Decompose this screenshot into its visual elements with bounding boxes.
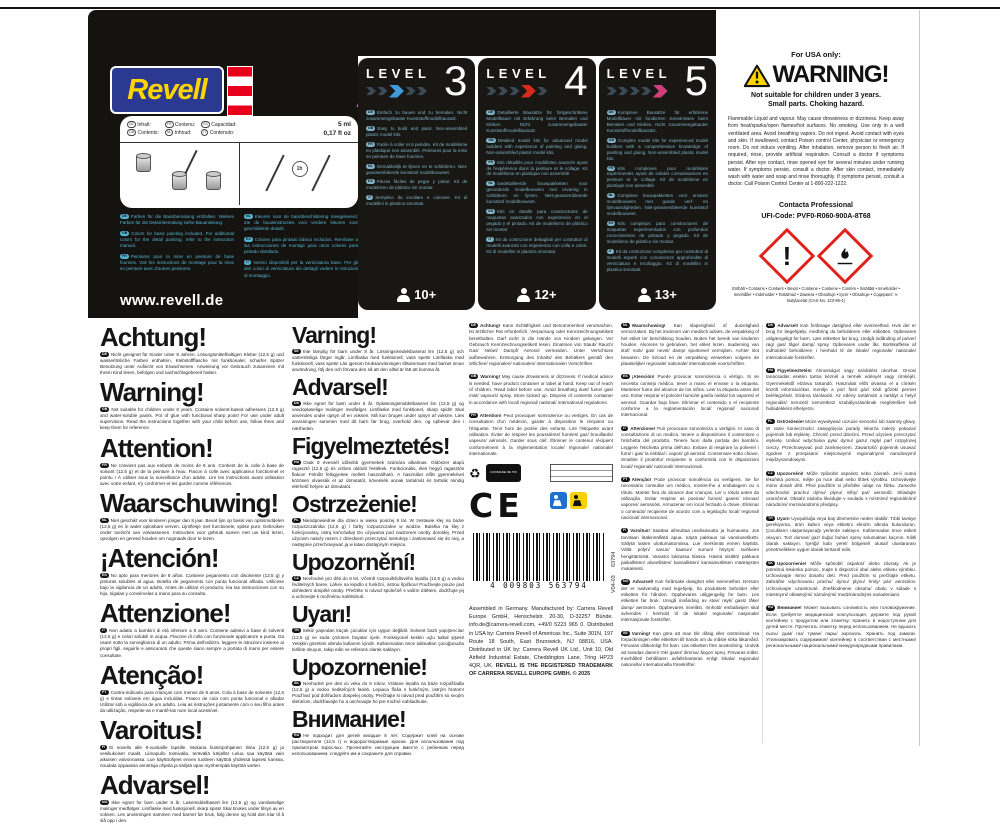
lang-badge: PT [102,689,107,694]
paragraph-text: Kleuren voor de basisbeschildering meegeleverd. Zie de bouwinstructies voor verdere kleuren voor geschilderde details. [244,214,358,232]
lang-paragraph: DE Achtung! Kann Schläfrigkeit und Benommenheit verursachen. Ist ärztlicher Rat erforderlich, Verpackung oder Kennzeichnungsetikett bereithalten. Darf nicht in die Hände von Kindern gelangen. Vor Gebrauch Kennzeichnungsetikett lesen. Einatmen von Staub/ Rauch/ Gas/ Nebel/ Dampf/ Aerosol vermeiden. Unter Verschluss aufbewahren. Entsorgung des Inhalts/ des Behälters gemäß den örtlichen/ regionalen/ nationalen/ internationalen Vorschriften. [469,323,613,366]
lang-badge: FR [368,141,373,146]
lang-paragraph: FR Facile à coller et à peindre. Kit de modélisme en plastique non assemblé. Peintures pour la mise en peinture de base fournies. [366,141,468,159]
lang-badge: NO [102,800,108,805]
level-header [486,57,588,108]
level-number: 3 [443,57,468,104]
lang-badge: NL [623,323,628,327]
content-info-box [120,116,358,208]
lang-paragraph: ES Piezas fáciles de pegar y pintar. Kit de modelismo de plástico sin montar. [366,179,468,191]
revell-logo-text: Revell [127,73,207,106]
lang-badge: SE [623,630,628,635]
lang-badge: ES [608,221,614,225]
side-code-top: 63794 [611,551,617,568]
contact-label: Contacta Professional [779,201,853,209]
level-header [366,57,468,108]
barcode [469,531,617,594]
lang-badge: FR [608,165,614,170]
lang-paragraph: FI Varoitus! Saattaa aiheuttaa uneliaisuutta ja huimausta. Jos tarvitaan lääkinnällistä apua, näytä pakkaus tai varoitusetiketti. Säilytä lasten ulottumattomissa. Lue merkinnät ennen käyttöä. Vältä pölyn/ savun/ kaasun/ sumun/ höyryn/ suihkeen hengittämistä. Varastoi lukitussa tilassa. Hävitä sisältö/ pakkaus paikallisten/ alueellisten/ kansallisten/ kansainvälisten määräysten mukaisesti. [621,528,760,572]
ufi-code: UFI-Code: PVF0-R060-900A-8T68 [761,212,871,220]
website-url: www.revell.de [120,292,224,309]
lang-badge: SK [294,680,299,685]
lang-badge: DE [471,323,476,327]
paragraph-text: Farben für die Basisbemalung enthalten. Weitere Farben für die Detail-Bemalung siehe Bauanleitung. [120,214,234,226]
level-word: LEVEL [606,66,672,81]
lang-paragraph: DE Einfach zu bauen und zu bemalen. Nicht zusammengebauter Kunststoffmodellbausatz. [366,110,468,121]
lang-paragraph: NL Gemakkelijk te lijmen en te schilderen. Niet-geassembleerde kunststof modelbouwset. [366,163,468,175]
lang-badge: DE [488,110,494,114]
lang-badge: GB [122,231,128,236]
lang-badge: ES [102,573,107,577]
paragraph-text: Colores para pintado básico incluidos. Remítase a las instrucciones de montaje para otros colores para pintado detallado. [244,237,358,255]
manufacturer-block [469,605,613,678]
packaging-info-label [550,464,613,482]
paragraph-text: Peintures pour la mise en peinture de base fournies. Voir les instructions de montage pour la mise en peinture avec d'autres peintures. [120,254,234,272]
lang-paragraph: TR Uyarı! Uyuşukluğa veya baş dönmesine neden olabilir. Tıbbi tavsiye gerekiyorsa, ürün kabını veya etiketini elinizin altında bulundurun. Çocukların ulaşamayacağı yerlerde saklayın. Kullanmadan önce etiketi okuyun. Toz/ duman/ gaz/ buğu/ buhar/ sprey solumaktan kaçının. Kilitli olarak saklayın. İçeriği/ kabı yerel/ bölgesel/ ulusal/ uluslararası yönetmeliklere uygun olarak bertaraf edin. [766,515,916,553]
level-word: LEVEL [486,66,551,81]
warning-heading: Внимание! [292,705,406,732]
lang-paragraph: SE Inte lämplig för barn under 8 år. Lösningsmedelsbaserat lim (12,5 g) och vattenlösliga färger ingår. Limflaska med funktionell, vass spets! Limflaska med funktionell, vass spets! Läs igenom bruksanvisningen tillsammans med barnet innan användning, följ den och förvara den så att den alltid är lätt att komma åt. [292,349,464,373]
lang-paragraph: FR Kits détaillés pour modélistes avancés ayant de l'expérience dans la peinture et le collage. Kit de modélisme en plastique non assemblé. [486,159,588,177]
level-number: 5 [684,57,708,104]
content-info-header [120,116,358,143]
warning-heading: Varoitus! [100,714,203,745]
lang-paragraph: TR Sekiz yaşından küçük çocuklar için uygun değildir. Solvent bazlı yapıştırıcılar (12,5 g) ve suda çözünen boyalar içerir. Fonksiyonel keskin uçlu tutkal şişesi! Yetişkin gözetimi altında kullanım içindir. Kullanmadan önce talimatları çocuğunuzla birlikte okuyun, takip edin ve referans olarak saklayın. [292,628,464,652]
lang-badge: IT [102,628,106,633]
paragraph-text: Colors for basic painting included. For additional colors for the detail painting, refer to the instruction manual. [120,231,234,249]
lang-badge: SE [294,349,299,353]
lang-badge: NL [488,181,494,186]
lang-paragraph: FR Ne convient pas aux enfants de moins de 8 ans. Contient de la colle à base de solvant (12,5 g) et de la peinture à l'eau. Flacon à colle avec applicateur fonctionnel et pointu ! À utiliser sous la surveillance d'un adulte. Lire les instructions avant utilisation avec votre enfant, s'y conformer et les garder comme références. [100,462,284,486]
barcode-digits: 4 009803 563794 [490,581,588,591]
lang-badge: IT [368,195,372,200]
lang-paragraph: HU Figyelmeztetés! Álmosságot vagy szédülést okozhat. Orvosi tanácsadás esetén tartsa kéznél a termék edényét vagy címkéjét. Gyermekektől elzárva tartandó. Használat előtt olvassa el a címkén közölt információkat. Kerülje a por/ füst/ gáz/ köd/ gőzök/ permet belélegzését. Elzárva tárolandó. Az edény tartalmát/ a tartályt a helyi/ regionális/ nemzeti/ nemzetközi szabályozásoknak megfelelően kell hulladékként elhelyezni. [766,367,917,411]
warning-heading: Figyelmeztetés! [292,432,450,459]
sorting-info-label: CONSIGNE DE TRI [486,464,521,482]
lang-badge: DE [122,214,127,218]
lang-paragraph: GB Easy to build and paint. Non-assembled plastic model kits. [366,125,468,137]
lang-badge: NL [165,129,173,136]
lang-paragraph: PT Contra-indicado para crianças com menos de 8 anos. Cola à base de solvente (12,5 g) e tintas solúveis em água incluídas. Frasco de cola com ponta funcional e afiada! Utilizar sob a vigilância de um adulto. Leia as instruções juntamente com o seu filho antes da utilização, respeite-as e mantê-las num local acessível. [100,689,284,713]
lang-paragraph: FI Ei sovellu alle 8-vuotiaille lapsille. Mukana liuotinpohjainen liima (12,5 g) ja vesiliukoiset maalit. Liimapullo toimivalla, terävällä kärjellä! Lelua saa käyttää vain aikuisen valvonnassa. Lue käyttöohjeet ennen tuotteen käyttöä yhdessä lapsesi kanssa, noudata oppaassa annettuja ohjeita ja säilytä opas myöhempää käyttöä varten. [100,744,284,768]
lang-badge: IT [623,425,627,430]
brush-icon [311,155,330,192]
lang-badge: DE [102,352,107,356]
lang-badge: HU [768,367,774,372]
hazard-column-3 [469,323,617,678]
lang-paragraph: IT Non adatto a bambini di età inferiore a 8 anni. Contiene adesivi a base di solventi (12,5 g) e colori solubili in acqua. Flacone di colla con funzionale applicatore a punta. Da usare sotto la sorveglianza di un adulto. Prima dell'utilizzo, leggere le istruzioni insieme ai propri figli, seguirle e assicurarsi che queste siano sempre a portata di mano per essere consultate. [100,628,284,658]
lang-badge: FI [102,744,106,749]
lang-paragraph: PL Nieodpowiednie dla dzieci w wieku poniżej 8 lat. W zestawie klej na bazie rozpuszczalnika (12,5 g) i farby rozpuszczalne w wodzie. Butelka na klej z funkcjonalną, ostrą końcówką! Do używania pod nadzorem osoby dorosłej. Przed użyciem należy razem z dzieckiem przeczytać instrukcję i zastosować się do niej, a następnie przechowywać ją w łatwo dostępnym miejscu. [292,517,464,548]
lang-paragraph: PL Ostrzeżenie! Może wywoływać uczucie senności lub zawroty głowy. W razie konieczności zasięgnięcia porady lekarza należy pokazać pojemnik lub etykietę. Chronić przed dziećmi. Przed użyciem przeczytać etykietę. Unikać wdychania pyłu/ dymu/ gazu/ mgły/ par/ rozpylonej cieczy. Przechowywać pod zamknięciem. Zawartość/ pojemnik usuwać zgodnie z przepisami miejscowymi/ regionalnymi/ narodowymi/ międzynarodowymi. [766,419,916,463]
contains-statement: Enthält • Contains • Contient • Bevat • Contiene • Contiene • Contém • Sisältää • Inneholder • Innehåller • Indeholder • Tartalmaz • Zawiera • Obsahuje • İçerir • Obsahuje • Содержит: n-Butylacetat (CAS-No. 123-86-4) [732,286,900,304]
person-icon [638,288,651,302]
paint-pot-icon [172,173,187,190]
age-recommendation [478,287,595,302]
lang-badge: TR [768,515,773,520]
lang-badge: IT [201,129,208,136]
lang-badge: NO [623,579,629,584]
level-header [606,57,708,108]
lang-badge: FI [623,528,627,533]
lang-badge: IT [608,248,612,253]
warnings-column-2 [292,321,464,760]
age-label: 12+ [534,287,557,302]
warning-heading: Upozornenie! [292,653,427,680]
age-recommendation [599,287,716,302]
warning-heading: Attenzione! [100,598,231,629]
stir-stick-icon [184,150,197,174]
top-fold-line [0,7,1000,9]
warning-heading: Atenção! [100,659,204,690]
paint-pot-icon [136,155,151,172]
warning-heading: ¡Atención! [100,543,219,573]
warning-heading: Attention! [100,432,213,463]
lang-paragraph: FR Kits complexes pour modélistes expérimentés ayant de solides connaissances en peinture et le collage. Kit de modélisme en plastique non assemblé. [606,165,708,189]
lang-badge: ES [246,237,251,242]
lang-paragraph: PT Atenção! Pode provocar sonolência ou vertigens. Se for necessário consultar um médico, mostre-lhe a embalagem ou o rótulo. Manter fora do alcance das crianças. Ler o rótulo antes da utilização. Evitar respirar as poeiras/ fumos/ gases/ névoas/ vapores/ aerossóis. Armazenar em local fechado à chave. Eliminar o conteúdo/ recipiente de acordo com a legislação local/ regional/ nacional/ internacional. [621,476,759,520]
warning-heading: Advarsel! [292,374,388,401]
warning-headline [728,61,904,89]
content-label-pair: ES Capacidad: IT Contenuto: [203,121,237,137]
lang-badge: TR [294,628,299,633]
lang-badge: NL [368,163,373,168]
lang-badge: SK [768,560,773,565]
content-label-pair: DE Inhalt: GB Contents: [129,121,159,137]
lang-paragraph: ES Kits complejos para constructores de maquetas experimentados con profundos conocimientos de pintado y pegado. Kit de modelismo de plástico sin montar. [606,221,708,244]
recycling-icon-row [469,464,613,482]
recycling-bin-icons [550,492,587,509]
usa-warning-body: Flammable Liquid and vapour. May cause drowsiness or dizziness. Keep away from heat/sparks/open flames/hot surfaces. No smoking. Use only in a well ventilated area. Avoid breathing vapors. Do not ingest. Avoid contact with eyes and skin. If swallowed, contact Poison control Center, physician or emergency room. Do not induce vomiting. After inhalation, remove person to fresh air. If required, rinse, provide artificial respiration. Consult a doctor if symptoms persist. After eye contact, rinse opened eye for several minutes under running water. If symptoms persist, consult a doctor. After skin contact, immediately wash with water and soap and rinse thoroughly. If symptoms persist, consult a doctor. Call Poison Control Center at 1-800-222-1222. [728,116,904,188]
lang-paragraph: NL Waarschuwing! Kan slaperigheid of duizeligheid veroorzaken. Bij het inwinnen van medisch advies, de verpakking of het etiket ter beschikking houden. Buiten het bereik van kinderen houden. Alvorens te gebruiken, het etiket lezen. Inademing van stof/ rook/ gas/ nevel/ damp/ spuitnevel vermijden. Achter slot bewaren. De inhoud en de verpakking verwerken volgens de plaatselijke/ regionale/ nationale/ internationale voorschriften. [621,323,759,366]
lang-badge: FR [102,462,107,467]
lang-paragraph: NO Advarsel! Kan forårsake døsighet eller svimmelhet. Dersom det er nødvendig med legehjelp, ha produktets beholder eller etiketten for hånden. Oppbevares utilgjengelig for barn. Les etiketten før bruk. Unngå innånding av støv/ røyk/ gass/ tåke/ damp/ aerosoler. Oppbevares innelåst. Innhold/ emballasjen skal avhendes i henhold til de lokale/ regionale/ nasjonale/ internasjonale forskrifter. [621,579,760,623]
warning-heading: Achtung! [100,322,207,352]
lang-badge: GB [102,407,108,412]
warning-heading: Advarsel! [100,770,210,801]
lang-paragraph: ES No apto para menores de 8 años. Contiene pegamento con disolvente (12,5 g) y pinturas solubles al agua. Botella de pegamento con punta funcional afilada. Utilícese bajo la vigilancia de un adulto. Antes de utilizar el producto, lea las instrucciones con su hijo, sígalas y consérvelas a mano para su consulta. [100,573,284,597]
warning-word: WARNING! [772,61,889,88]
lang-paragraph: RU Не подходит для детей младше 8 лет. Содержит клей на основе растворителя (12,5 г) и водорастворимые краски. Для использования под присмотром взрослых. Прочитайте инструкции вместе с ребенком перед использованием, следуйте им и сохраните для справки. [292,732,464,757]
lang-badge: IT [246,260,250,265]
column-divider [762,325,763,743]
lang-paragraph: RU Внимание! Может вызывать сонливость или головокружение. Если требуется медицинская консультация, держите под рукой контейнер с продуктом или этикетку. Хранить в недоступном для детей месте. Прочитать этикетку перед использованием. Не вдыхать пыль/ дым/ газ/ туман/ пары/ аэрозоль. Хранить под замком. Утилизировать содержимое/ контейнер в соответствии с местными/ региональными/ национальными/ международными правилами. [766,605,916,649]
lang-paragraph: GB Complex model kits for experienced model builders with a comprehensive knowledge of painting and gluing. Non-assembled plastic model kits. [606,137,708,161]
hazard-column-4 [621,323,759,676]
hazard-column-5 [766,323,916,657]
paint-pot-illustration [120,143,239,205]
lang-paragraph [244,260,358,278]
lang-badge: NL [102,517,107,522]
warning-triangle-icon [744,64,770,87]
lang-paragraph [120,254,234,272]
warning-heading: Warning! [100,377,204,408]
lang-badge: RU [294,732,300,737]
lang-badge: PT [623,476,628,481]
lang-paragraph: DK Advarsel! Kan forårsage døsighed eller svimmelhed. Hvis der er brug for lægehjælp, medbring da beholderen eller etiketten. Opbevares utilgængeligt for børn. Læs etiketten før brug. Undgå indånding af pulver/ røg/ gas/ tåge/ damp/ spray. Opbevares under lås. Bortskaffelse af indholdet/ beholderen i henhold til de lokale/ regionale/ nationale/ internationale forskrifter. [766,323,916,360]
lang-paragraph: ES Kits en detalle para constructores de maquetas avanzados con experiencia en el pegado y el pintado. Kit de modelismo de plástico sin montar. [486,209,588,232]
lang-badge: DK [294,401,300,406]
level-3-panel [358,58,475,310]
lang-paragraph: GB Warning! May cause drowsiness or dizziness. If medical advice is needed, have product container or label at hand. Keep out of reach of children. Read label before use. Avoid breathing dust/ fume/ gas/ mist/ vapours/ spray. Store locked up. Dispose of contents/ container in accordance with local/ regional/ national/ international regulations. [469,374,614,405]
lang-badge: RU [768,605,774,610]
lang-badge: GB [488,137,494,142]
lang-paragraph [120,231,234,249]
lang-badge: DE [608,110,614,114]
ghs-pictograms [728,236,904,276]
trademark-line: REVELL IS THE REGISTERED TRADEMARK OF CARRERA REVELL EUROPE GMBH. © 2025 [469,663,613,678]
lang-badge: NL [246,214,251,218]
lang-badge: HU [294,459,300,464]
lang-paragraph: NL Niet geschikt voor kinderen jonger dan 8 jaar. Bevat lijm op basis van oplosmiddelen (12,5 g) en in water oplosbare verven. Lijmflesje met functionele, spitse punt. Gebruiken onder toezicht van volwassenen. Instructies voor gebruik samen met uw kind lezen, opvolgen en gereed houden om nogmaals door te lezen. [100,517,284,541]
contact-block [728,200,904,222]
stir-time-icon: 1h [292,161,308,177]
lang-badge: NL [608,193,614,198]
lang-paragraph: DK Ikke egnet for børn under 8 år. Opløsningsmiddelbaseret lim (12,5 g) og vandopløselige malinger medfølger. Limflaske med funktionel, skarp spids! Skal anvendes under opsyn af en voksen. Må kun bruges under opsyn af voksne. Læs anvisningen sammen med dit barn før brug, overhold den, og opbevar den i nærheden. [292,401,464,431]
lang-paragraph: CZ Nevhodné pro děti do 8 let. Včetně rozpouštědlového lepidla (12,5 g) a vodou ředitelných barev. Láhev na lepidlo s funkční, ostrou špičkou! Používejte pouze pod dohledem dospělé osoby. Přečtěte si návod společně s vaším dítětem, dodržujte jej a uchovejte k možnému nahlédnutí. [292,576,464,600]
ghs-flame-icon [817,228,874,285]
age-label: 13+ [654,287,677,302]
lang-badge: ES [368,179,373,184]
lang-badge: PL [768,419,773,424]
lang-paragraph [120,214,234,226]
lang-badge: ES [488,209,494,214]
level-5-panel [599,58,716,310]
triman-icon: ♻ [469,465,481,481]
lang-paragraph: DE Detaillierte Bausätze für fortgeschrittene Modellbauer mit Erfahrung beim Bemalen und Kleben. Nicht zusammengebauter Kunststoffmodellbausatz. [486,110,588,133]
lang-badge: GB [127,129,136,136]
lang-paragraph: NL Complexe bouwpakketten voor ervaren modelbouwers met goede verf- en lijmvaardigheden. Niet-geassembleerde kunststof modelbouwset. [606,193,708,217]
warning-heading: Varning! [292,322,377,348]
paint-info-right [244,214,358,284]
lang-paragraph: IT Semplice da incollare e colorare. Kit di modellini in plastica smontati. [366,195,468,207]
content-label-pair: FR Contenu: NL Inhoud: [166,121,196,137]
right-fold-line [919,10,920,746]
lang-badge: GB [471,374,477,379]
paint-info-columns [120,214,358,284]
lang-paragraph [244,237,358,255]
warning-heading: Uyarı! [292,601,352,628]
paragraph-text: Vernici disponibili per la verniciatura base. Per gli altri colori di verniciatura dei dettagli vedere le istruzioni di montaggio. [244,260,358,278]
ghs-exclamation-icon: ! [759,228,816,285]
lang-paragraph: SK Upozornenie! Môže spôsobiť ospalosť alebo závraty. Ak je potrebná lekárska pomoc, majte k dispozícii obal alebo etiketu výrobku. Uchovávajte mimo dosahu detí. Pred použitím si prečítajte etiketu. Zabráňte vdychovaniu prachu/ dymu/ plynu/ hmly/ pár/ aerosólov. Uchovávajte uzamknuté. Zneškodnenie obsahu/ obalu v súlade s miestnymi/ oblastnými/ národnými/ medzinárodnými nariadeniami. [766,560,916,598]
manufacturer-text: Assembled in Germany. Manufactured by: Carrera Revell Europe GmbH, Henschelstr. 20-30, D-32257 Bünde. info.de@carrera-revell.com, +49/0 5223 965 0. Distributed in USA by: Carrera Revell of Americas Inc., Suite 301N, 197 Route 18 South, East Brunswick, NJ 08816, USA. Distributed in UK by: Carrera Revell UK Ltd., Unit 10, Old Airfield Industrial Estate, Cheddington Lane, Tring HP23 4QR, UK. [469,606,613,669]
lang-badge: ES [623,374,628,379]
lang-paragraph: FR Attention! Peut provoquer somnolence ou vertiges. En cas de consultation d'un médecin, garder à disposition le récipient ou l'étiquette. Tenir hors de portée des enfants. Lire l'étiquette avant utilisation. Éviter de respirer les poussières/ fumées/ gaz/ brouillards/ vapeurs/ aérosols. Garder sous clef. Éliminer le contenu/ récipient conformément à la réglementation locale/ régionale/ nationale/ internationale. [469,412,614,456]
brush-icon [265,155,284,192]
brush-illustration [239,143,359,205]
warning-heading: Waarschuwing! [100,487,279,518]
paint-info-left [120,214,234,284]
side-code-bottom: V04-03 [611,575,617,594]
level-word: LEVEL [366,66,431,81]
ce-mark: CE [469,486,524,526]
choking-hazard-note: Not suitable for children under 3 years. Small parts. Choking hazard. [751,92,881,109]
lang-paragraph: NL Gedetailleerde bouwpakketten voor gevorderde modelbouwers met ervaring in schilderen en lijmen. Niet-geassembleerde kunststof modelbouwset. [486,181,588,205]
lang-paragraph: DE Nicht geeignet für Kinder unter 8 Jahren. Lösungsmittelhaltigen Kleber (12,5 g) und wasserlösliche Farben enthalten. Klebstoffflasche mit funktionaler, scharfer Spitze! Benutzung unter Aufsicht von Erwachsenen. Anweisung vor Gebrauch zusammen mit Ihrem Kind lesen, befolgen und nachschlagebereit halten. [100,352,284,376]
lang-badge: GB [368,125,374,130]
lang-paragraph [244,214,358,232]
lang-paragraph: IT Attenzione! Può provocare sonnolenza o vertigini. In caso di consultazione di un medico, tenere a disposizione il contenitore o l'etichetta del prodotto. Tenere fuori dalla portata dei bambini. Leggere l'etichetta prima dell'uso. Evitare di respirare la polvere/ i fumi/ i gas/ la nebbia/ i vapori/ gli aerosol. Conservare sotto chiave. Smaltire il prodotto/ recipiente in conformità con le disposizioni locali/ regionali/ nazionali/ internazionali. [621,425,759,469]
lang-paragraph: CZ Upozornění! Může způsobit ospalost nebo závratě. Je-li nutná lékařská pomoc, mějte po ruce obal nebo štítek výrobku. Uchovávejte mimo dosah dětí. Před použitím si přečtěte údaje na štítku. Zamezte vdechování prachu/ dýmu/ plynu/ mlhy/ par/ aerosolů. Skladujte uzamčené. Obsah/ nádobu likvidujte v souladu s místními/ regionálními/ národními/ mezinárodními předpisy. [766,470,917,508]
lang-paragraph: IT Kit da costruzione dettagliati per costruttori di modelli avanzati con esperienza con colla e colori. Kit di modellini in plastica smontati. [486,236,588,254]
barcode-bars [473,533,605,581]
lang-badge: ES [201,121,210,128]
for-usa-label: For USA only: [791,50,841,59]
level-number: 4 [564,57,588,104]
warning-heading: Upozornění! [292,549,416,576]
lang-paragraph: SK Nevhodné pre deti vo veku do 8 rokov. Vrátane lepidla na báze rozpúšťadla (12,5 g) a vodou riediteľných farieb. Lepiaca fľaša s funkčným, ostrým hrotom! Používať pod dohľadom dospelej osoby. Prečítajte si návod pred použitím so svojím dieťaťom, dodržiavajte ho a uschovajte ho pre možné nahliadnutie. [292,680,464,704]
lang-paragraph: GB Detailed model kits for advanced model builders with experience of painting and gluing. Non-assembled plastic model kits. [486,137,588,155]
ce-row [469,486,613,525]
level-4-panel [478,58,595,310]
paint-pot-icon [206,173,221,190]
plastic-bin-icon [570,492,587,509]
lang-badge: FR [471,412,476,417]
lang-badge: FR [122,254,127,259]
lang-paragraph: SE Varning! Kan göra att man blir dåsig eller omtöcknad. Ha förpackningen eller etiketten till hands om du måste söka läkarvård. Förvaras oåtkomligt för barn. Läs etiketten före användning. Undvik att inandas damm/ rök/ gaser/ dimma/ ångor/ sprej. Förvaras inlåst. Innehållet/ behållaren avfallshanteras enligt lokala/ regionala/ nationella/ internationella föreskrifter. [621,630,760,668]
lang-paragraph: GB Not suitable for children under 8 years. Contains solvent-based adhesives (12,5 g) and water-soluble paints. Pot of glue with functional sharp point! For use under adult supervision. Read the instructions together with your child before use, follow them and keep them for reference. [100,407,284,431]
lang-badge: PL [294,517,299,522]
lang-badge: FR [165,121,174,128]
lang-paragraph: DE Komplexe Bausätze für erfahrene Modellbauer mit fundierten Kenntnissen beim Bemalen und Kleben. Nicht zusammengebauter Kunststoffmodellbausatz. [606,110,708,133]
content-illustrations [120,143,358,205]
lang-badge: DK [768,323,774,327]
lang-paragraph: NO Ikke egnet for barn under 8 år. Løsemiddelbasert lim (12,5 g) og vannløselige malinger medfølger. Limflaske med funksjonell, skarp spiss! Skal brukes under tilsyn av en voksen. Les anvisningen sammen med barnet før bruk, følg denne og hold den klar til å slå opp i den. [100,800,284,824]
lang-badge: DE [127,121,136,128]
person-icon [397,288,410,302]
lang-badge: DE [368,110,373,114]
lang-paragraph: ES ¡Atención! Puede provocar somnolencia o vértigo. Si se necesita consejo médico, tener a mano el envase o la etiqueta. Mantener fuera del alcance de los niños. Leer la etiqueta antes del uso. Evitar respirar el polvo/el humo/el gas/la niebla/ los vapores/ el aerosol. Guardar bajo llave. Eliminar el contenido o el recipiente conforme a la reglamentación local/ regional/ nacional/ internacional. [621,374,759,418]
warnings-column-1 [100,321,284,827]
lang-paragraph: IT Kit da costruzione complesso per costruttori di modelli esperti con conoscenze approfondite di verniciatura e incollaggio. Kit di modellini in plastica smontati. [606,248,708,272]
cardboard-bin-icon [550,492,567,509]
lang-badge: FR [488,159,494,164]
warning-heading: Ostrzeżenie! [292,490,417,517]
person-icon [517,288,530,302]
revell-logo-box [110,66,224,114]
level-strip [358,56,716,318]
age-label: 10+ [414,287,437,302]
lang-badge: GB [608,137,615,142]
lang-badge: CZ [768,470,773,475]
lang-paragraph: HU Csak 8 évesnél idősebb gyermekek számára alkalmas. Oldószer alapú ragasztó (12,5 g) és vízben oldódó festékek. Funkcionális, éles hegyű ragasztós flakon! Felnőtt felügyelete mellett használható. A használat előtt gyermekével közösen olvassák el az útmutatót, kövessék annak tartalmát és tartsák mindig elérhető helyen az útmutatót. [292,459,464,489]
age-recommendation [358,287,475,302]
content-volume: 5 ml 0,17 fl oz [323,121,351,138]
lang-badge: IT [488,236,492,241]
lang-badge: CZ [294,576,299,581]
usa-warning-panel [722,10,910,318]
